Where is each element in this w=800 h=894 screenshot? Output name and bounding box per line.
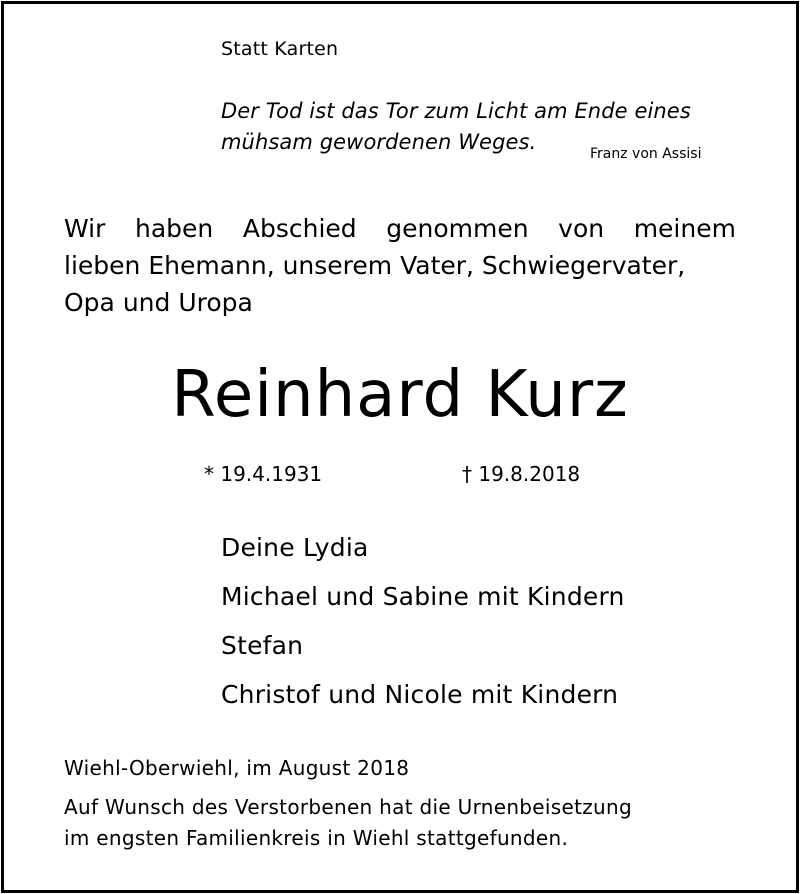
intro-word: meinem [633,214,736,243]
closing-note [64,792,632,854]
signatory: Michael und Sabine mit Kindern [221,582,625,611]
signatory: Deine Lydia [221,533,369,562]
intro-word: Wir [64,214,106,243]
place-date: Wiehl-Oberwiehl, im August 2018 [64,756,410,780]
intro-word: von [558,214,605,243]
closing-note-line-1: Auf Wunsch des Verstorbenen hat die Urnenbeisetzung [64,795,632,819]
quote-line-2: mühsam gewordenen Weges. [221,130,537,154]
header-text: Statt Karten [221,38,339,60]
intro-line-3: Opa und Uropa [64,288,253,317]
intro-word: Abschied [242,214,357,243]
intro-line-2: lieben Ehemann, unserem Vater, Schwiegervater, [64,251,686,280]
quote-author: Franz von Assisi [590,146,702,162]
birth-date: * 19.4.1931 [204,462,323,486]
death-date: † 19.8.2018 [462,462,581,486]
intro-word: haben [135,214,214,243]
intro-word: genommen [386,214,529,243]
signatory: Christof und Nicole mit Kindern [221,680,619,709]
intro-text [64,210,736,321]
signatory: Stefan [221,631,304,660]
closing-note-line-2: im engsten Familienkreis in Wiehl stattgefunden. [64,826,569,850]
deceased-name: Reinhard Kurz [171,358,629,432]
quote-line-1: Der Tod ist das Tor zum Licht am Ende eines [221,99,691,123]
intro-line-1 [64,210,736,247]
